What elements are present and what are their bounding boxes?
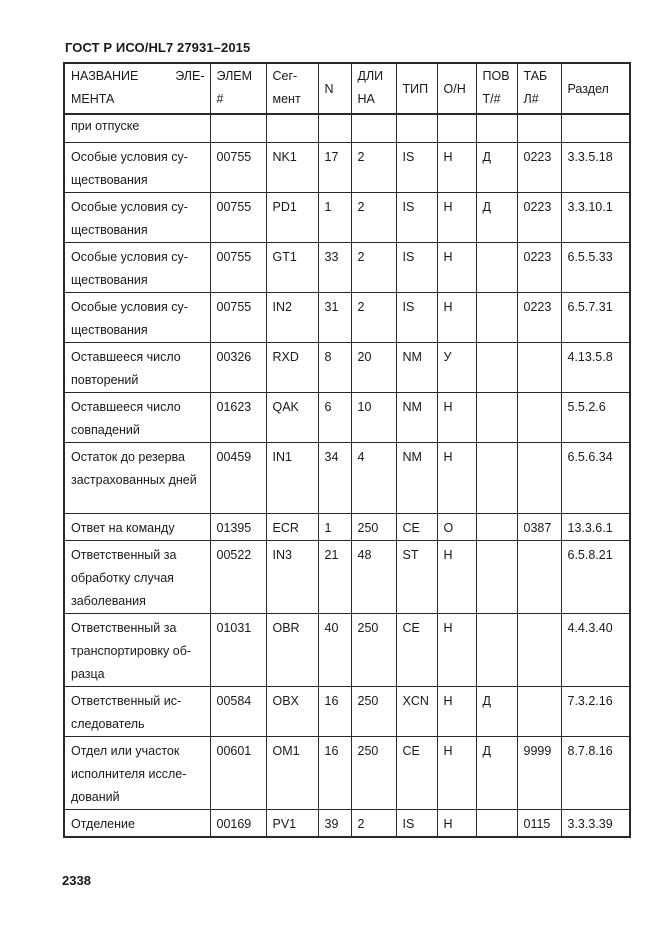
cell-section: 3.3.3.39 — [561, 810, 630, 838]
cell-type: CE — [396, 614, 437, 687]
cell-type: NM — [396, 343, 437, 393]
col-header-elem — [210, 63, 266, 114]
cell-length: 4 — [351, 443, 396, 514]
cell-segment: IN2 — [266, 293, 318, 343]
table-row — [64, 193, 630, 243]
cell-name: Особые условия су-ществования — [64, 143, 210, 193]
col-header-type — [396, 63, 437, 114]
cell-repeat — [476, 114, 517, 143]
cell-table: 9999 — [517, 737, 561, 810]
cell-n — [318, 114, 351, 143]
cell-segment: IN3 — [266, 541, 318, 614]
cell-n: 31 — [318, 293, 351, 343]
table-row — [64, 541, 630, 614]
cell-n: 6 — [318, 393, 351, 443]
cell-opt: Н — [437, 687, 476, 737]
cell-opt: О — [437, 514, 476, 541]
cell-name: Ответственный за транспортировку об-разца — [64, 614, 210, 687]
cell-length: 250 — [351, 614, 396, 687]
table-row — [64, 687, 630, 737]
cell-n: 39 — [318, 810, 351, 838]
cell-repeat — [476, 293, 517, 343]
cell-elem: 00169 — [210, 810, 266, 838]
cell-segment: IN1 — [266, 443, 318, 514]
cell-segment: PD1 — [266, 193, 318, 243]
cell-table — [517, 614, 561, 687]
cell-elem: 00601 — [210, 737, 266, 810]
cell-opt: У — [437, 343, 476, 393]
cell-table — [517, 393, 561, 443]
cell-repeat: Д — [476, 143, 517, 193]
table-row — [64, 393, 630, 443]
cell-table: 0223 — [517, 243, 561, 293]
col-header-table — [517, 63, 561, 114]
cell-type: ST — [396, 541, 437, 614]
col-header-opt — [437, 63, 476, 114]
cell-elem: 01031 — [210, 614, 266, 687]
cell-type: IS — [396, 810, 437, 838]
col-header-segment-line1: Сег- — [272, 69, 298, 83]
col-header-elem-line2: # — [216, 92, 224, 106]
cell-repeat: Д — [476, 737, 517, 810]
cell-opt: Н — [437, 541, 476, 614]
table-row — [64, 737, 630, 810]
cell-table: 0387 — [517, 514, 561, 541]
cell-length: 250 — [351, 737, 396, 810]
cell-section: 6.5.7.31 — [561, 293, 630, 343]
table-row — [64, 143, 630, 193]
cell-segment: OBR — [266, 614, 318, 687]
cell-type: XCN — [396, 687, 437, 737]
cell-type: CE — [396, 737, 437, 810]
cell-length — [351, 114, 396, 143]
cell-length: 2 — [351, 193, 396, 243]
cell-segment: QAK — [266, 393, 318, 443]
cell-segment — [266, 114, 318, 143]
cell-table: 0223 — [517, 143, 561, 193]
cell-segment: ECR — [266, 514, 318, 541]
table-row — [64, 443, 630, 514]
cell-length: 2 — [351, 810, 396, 838]
cell-elem: 00755 — [210, 243, 266, 293]
cell-opt: Н — [437, 143, 476, 193]
cell-n: 33 — [318, 243, 351, 293]
cell-opt: Н — [437, 810, 476, 838]
elements-table — [63, 62, 631, 838]
col-header-repeat-line1: ПОВ — [482, 69, 510, 83]
cell-name: при отпуске — [64, 114, 210, 143]
cell-opt: Н — [437, 614, 476, 687]
cell-length: 2 — [351, 293, 396, 343]
cell-elem: 00522 — [210, 541, 266, 614]
cell-section: 6.5.5.33 — [561, 243, 630, 293]
cell-repeat — [476, 810, 517, 838]
cell-section: 4.4.3.40 — [561, 614, 630, 687]
table-row — [64, 243, 630, 293]
cell-type: IS — [396, 143, 437, 193]
cell-name: Оставшееся число совпадений — [64, 393, 210, 443]
col-header-opt-line1: О/Н — [443, 81, 466, 96]
cell-length: 250 — [351, 514, 396, 541]
cell-type: CE — [396, 514, 437, 541]
cell-type: IS — [396, 193, 437, 243]
cell-elem: 01623 — [210, 393, 266, 443]
cell-elem: 01395 — [210, 514, 266, 541]
cell-repeat: Д — [476, 687, 517, 737]
cell-table — [517, 114, 561, 143]
cell-table — [517, 541, 561, 614]
cell-segment: RXD — [266, 343, 318, 393]
cell-length: 20 — [351, 343, 396, 393]
cell-n: 16 — [318, 687, 351, 737]
cell-repeat — [476, 541, 517, 614]
col-header-elem-line1: ЭЛЕМ — [216, 69, 253, 83]
cell-name: Особые условия су-ществования — [64, 193, 210, 243]
cell-section — [561, 114, 630, 143]
col-header-section — [561, 63, 630, 114]
cell-section: 3.3.10.1 — [561, 193, 630, 243]
cell-opt: Н — [437, 443, 476, 514]
cell-section: 13.3.6.1 — [561, 514, 630, 541]
cell-n: 8 — [318, 343, 351, 393]
cell-elem: 00755 — [210, 143, 266, 193]
cell-segment: NK1 — [266, 143, 318, 193]
cell-name: Особые условия су-ществования — [64, 243, 210, 293]
cell-type: IS — [396, 243, 437, 293]
cell-opt: Н — [437, 193, 476, 243]
cell-repeat: Д — [476, 193, 517, 243]
cell-table — [517, 443, 561, 514]
col-header-repeat-line2: Т/# — [482, 92, 501, 106]
cell-repeat — [476, 343, 517, 393]
cell-n: 16 — [318, 737, 351, 810]
cell-segment: OBX — [266, 687, 318, 737]
cell-segment: PV1 — [266, 810, 318, 838]
cell-section: 8.7.8.16 — [561, 737, 630, 810]
col-header-repeat — [476, 63, 517, 114]
col-header-n-line1: N — [324, 81, 334, 96]
cell-elem: 00326 — [210, 343, 266, 393]
cell-elem: 00755 — [210, 293, 266, 343]
cell-opt: Н — [437, 737, 476, 810]
cell-name: Особые условия су-ществования — [64, 293, 210, 343]
col-header-name-line1: НАЗВАНИЕ ЭЛЕ- — [71, 69, 205, 83]
cell-table: 0115 — [517, 810, 561, 838]
cell-section: 6.5.6.34 — [561, 443, 630, 514]
col-header-n — [318, 63, 351, 114]
cell-type: NM — [396, 443, 437, 514]
cell-segment: GT1 — [266, 243, 318, 293]
cell-opt: Н — [437, 293, 476, 343]
cell-n: 21 — [318, 541, 351, 614]
cell-table: 0223 — [517, 193, 561, 243]
col-header-segment — [266, 63, 318, 114]
cell-elem: 00584 — [210, 687, 266, 737]
cell-name: Ответственный ис-следователь — [64, 687, 210, 737]
col-header-section-line1: Раздел — [567, 81, 609, 96]
cell-name: Оставшееся число повторений — [64, 343, 210, 393]
col-header-segment-line2: мент — [272, 92, 301, 106]
cell-n: 40 — [318, 614, 351, 687]
col-header-name-line2: МЕНТА — [71, 92, 115, 106]
col-header-table-line2: Л# — [523, 92, 539, 106]
cell-opt — [437, 114, 476, 143]
cell-repeat — [476, 393, 517, 443]
cell-n: 34 — [318, 443, 351, 514]
cell-repeat — [476, 614, 517, 687]
cell-length: 250 — [351, 687, 396, 737]
cell-repeat — [476, 443, 517, 514]
col-header-length — [351, 63, 396, 114]
col-header-length-line2: НА — [357, 92, 375, 106]
cell-type — [396, 114, 437, 143]
table-row — [64, 293, 630, 343]
cell-section: 4.13.5.8 — [561, 343, 630, 393]
cell-segment: OM1 — [266, 737, 318, 810]
cell-section: 3.3.5.18 — [561, 143, 630, 193]
cell-length: 48 — [351, 541, 396, 614]
cell-n: 17 — [318, 143, 351, 193]
col-header-table-line1: ТАБ — [523, 69, 548, 83]
cell-elem: 00755 — [210, 193, 266, 243]
cell-section: 7.3.2.16 — [561, 687, 630, 737]
cell-section: 6.5.8.21 — [561, 541, 630, 614]
cell-name: Отдел или участок исполнителя иссле-дований — [64, 737, 210, 810]
cell-n: 1 — [318, 514, 351, 541]
cell-length: 2 — [351, 143, 396, 193]
cell-type: IS — [396, 293, 437, 343]
cell-name: Ответ на команду — [64, 514, 210, 541]
cell-elem — [210, 114, 266, 143]
col-header-type-line1: ТИП — [402, 81, 429, 96]
cell-table — [517, 343, 561, 393]
cell-length: 10 — [351, 393, 396, 443]
table-row — [64, 810, 630, 838]
cell-table: 0223 — [517, 293, 561, 343]
cell-name: Отделение — [64, 810, 210, 838]
col-header-name — [64, 63, 210, 114]
table-header-row — [64, 63, 630, 114]
cell-opt: Н — [437, 393, 476, 443]
table-row — [64, 114, 630, 143]
cell-name: Ответственный за обработку случая заболевания — [64, 541, 210, 614]
cell-type: NM — [396, 393, 437, 443]
cell-repeat — [476, 514, 517, 541]
table-row — [64, 614, 630, 687]
page-number: 2338 — [62, 873, 91, 888]
cell-elem: 00459 — [210, 443, 266, 514]
cell-opt: Н — [437, 243, 476, 293]
document-header: ГОСТ Р ИСО/HL7 27931–2015 — [65, 40, 251, 55]
cell-n: 1 — [318, 193, 351, 243]
table-row — [64, 343, 630, 393]
col-header-length-line1: ДЛИ — [357, 69, 384, 83]
table-row — [64, 514, 630, 541]
cell-section: 5.5.2.6 — [561, 393, 630, 443]
cell-repeat — [476, 243, 517, 293]
cell-name: Остаток до резерва застрахованных дней — [64, 443, 210, 514]
cell-table — [517, 687, 561, 737]
cell-length: 2 — [351, 243, 396, 293]
